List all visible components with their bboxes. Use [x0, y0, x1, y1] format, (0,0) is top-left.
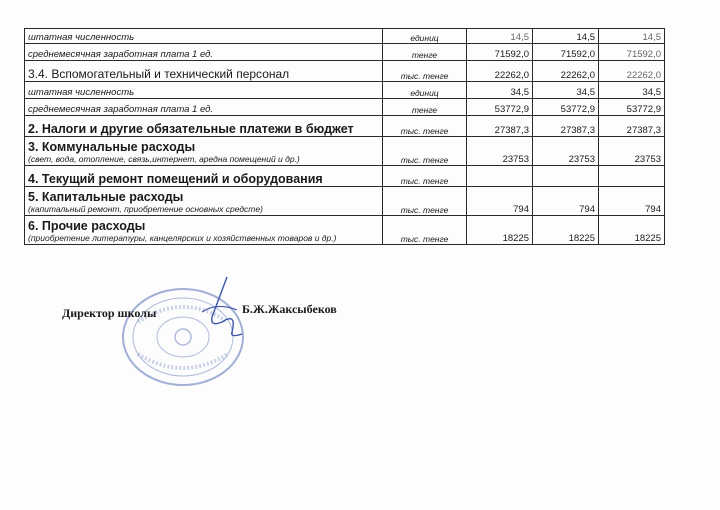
row-unit: тыс. тенге: [383, 166, 467, 187]
row-note: (приобретение литературы, канцелярских и хозяйственных товаров и др.): [28, 233, 337, 243]
table-row: [25, 216, 665, 245]
row-unit: тыс. тенге: [383, 116, 467, 137]
row-value-2: 71592,0: [533, 44, 599, 61]
row-value-1: 34,5: [467, 82, 533, 99]
row-value-1: 53772,9: [467, 99, 533, 116]
row-label: среднемесячная заработная плата 1 ед.: [25, 99, 383, 116]
row-unit: тенге: [383, 44, 467, 61]
row-unit: тыс. тенге: [383, 216, 467, 245]
table-row: [25, 99, 665, 116]
row-label: 4. Текущий ремонт помещений и оборудования: [25, 166, 383, 187]
row-value-1: 71592,0: [467, 44, 533, 61]
row-value-1: 22262,0: [467, 61, 533, 82]
table-row: [25, 61, 665, 82]
row-label: [25, 187, 383, 216]
director-name: Б.Ж.Жаксыбеков: [242, 302, 337, 316]
row-label: штатная численность: [25, 29, 383, 44]
director-title: Директор школы: [62, 306, 157, 320]
row-value-1: 27387,3: [467, 116, 533, 137]
budget-table: [24, 28, 665, 245]
row-value-1: [467, 166, 533, 187]
row-value-3: 23753: [599, 137, 665, 166]
row-value-1: 794: [467, 187, 533, 216]
table-row: [25, 166, 665, 187]
table-row: [25, 29, 665, 44]
row-value-2: 27387,3: [533, 116, 599, 137]
row-value-2: 34,5: [533, 82, 599, 99]
row-value-3: 794: [599, 187, 665, 216]
row-value-3: 53772,9: [599, 99, 665, 116]
row-title: 3. Коммунальные расходы: [28, 140, 196, 154]
row-value-1: 23753: [467, 137, 533, 166]
row-value-3: 71592,0: [599, 44, 665, 61]
row-unit: тенге: [383, 99, 467, 116]
row-value-2: [533, 166, 599, 187]
table-row: [25, 44, 665, 61]
row-label: штатная численность: [25, 82, 383, 99]
row-value-3: [599, 166, 665, 187]
row-value-1: 14,5: [467, 29, 533, 44]
row-label: 2. Налоги и другие обязательные платежи в бюджет: [25, 116, 383, 137]
row-value-3: 34,5: [599, 82, 665, 99]
row-value-2: 23753: [533, 137, 599, 166]
row-unit: тыс. тенге: [383, 187, 467, 216]
row-value-3: 18225: [599, 216, 665, 245]
table-row: [25, 137, 665, 166]
row-label: 3.4. Вспомогательный и технический персонал: [25, 61, 383, 82]
row-label: [25, 137, 383, 166]
row-label: [25, 216, 383, 245]
table-row: [25, 82, 665, 99]
table-row: [25, 116, 665, 137]
row-title: 6. Прочие расходы: [28, 219, 146, 233]
row-value-2: 794: [533, 187, 599, 216]
row-note: (капитальный ремонт, приобретение основных средсте): [28, 204, 263, 214]
row-value-3: 22262,0: [599, 61, 665, 82]
row-value-3: 27387,3: [599, 116, 665, 137]
row-value-2: 22262,0: [533, 61, 599, 82]
signature-block: [62, 302, 482, 412]
row-value-3: 14,5: [599, 29, 665, 44]
row-value-1: 18225: [467, 216, 533, 245]
table-row: [25, 187, 665, 216]
row-unit: тыс. тенге: [383, 61, 467, 82]
row-label: среднемесячная заработная плата 1 ед.: [25, 44, 383, 61]
row-value-2: 53772,9: [533, 99, 599, 116]
row-title: 5. Капитальные расходы: [28, 190, 184, 204]
row-unit: единиц: [383, 82, 467, 99]
row-unit: тыс. тенге: [383, 137, 467, 166]
row-note: (свет, вода, отопление, связь,интернет, аредна помещений и др.): [28, 154, 300, 164]
row-value-2: 18225: [533, 216, 599, 245]
row-unit: единиц: [383, 29, 467, 44]
row-value-2: 14,5: [533, 29, 599, 44]
